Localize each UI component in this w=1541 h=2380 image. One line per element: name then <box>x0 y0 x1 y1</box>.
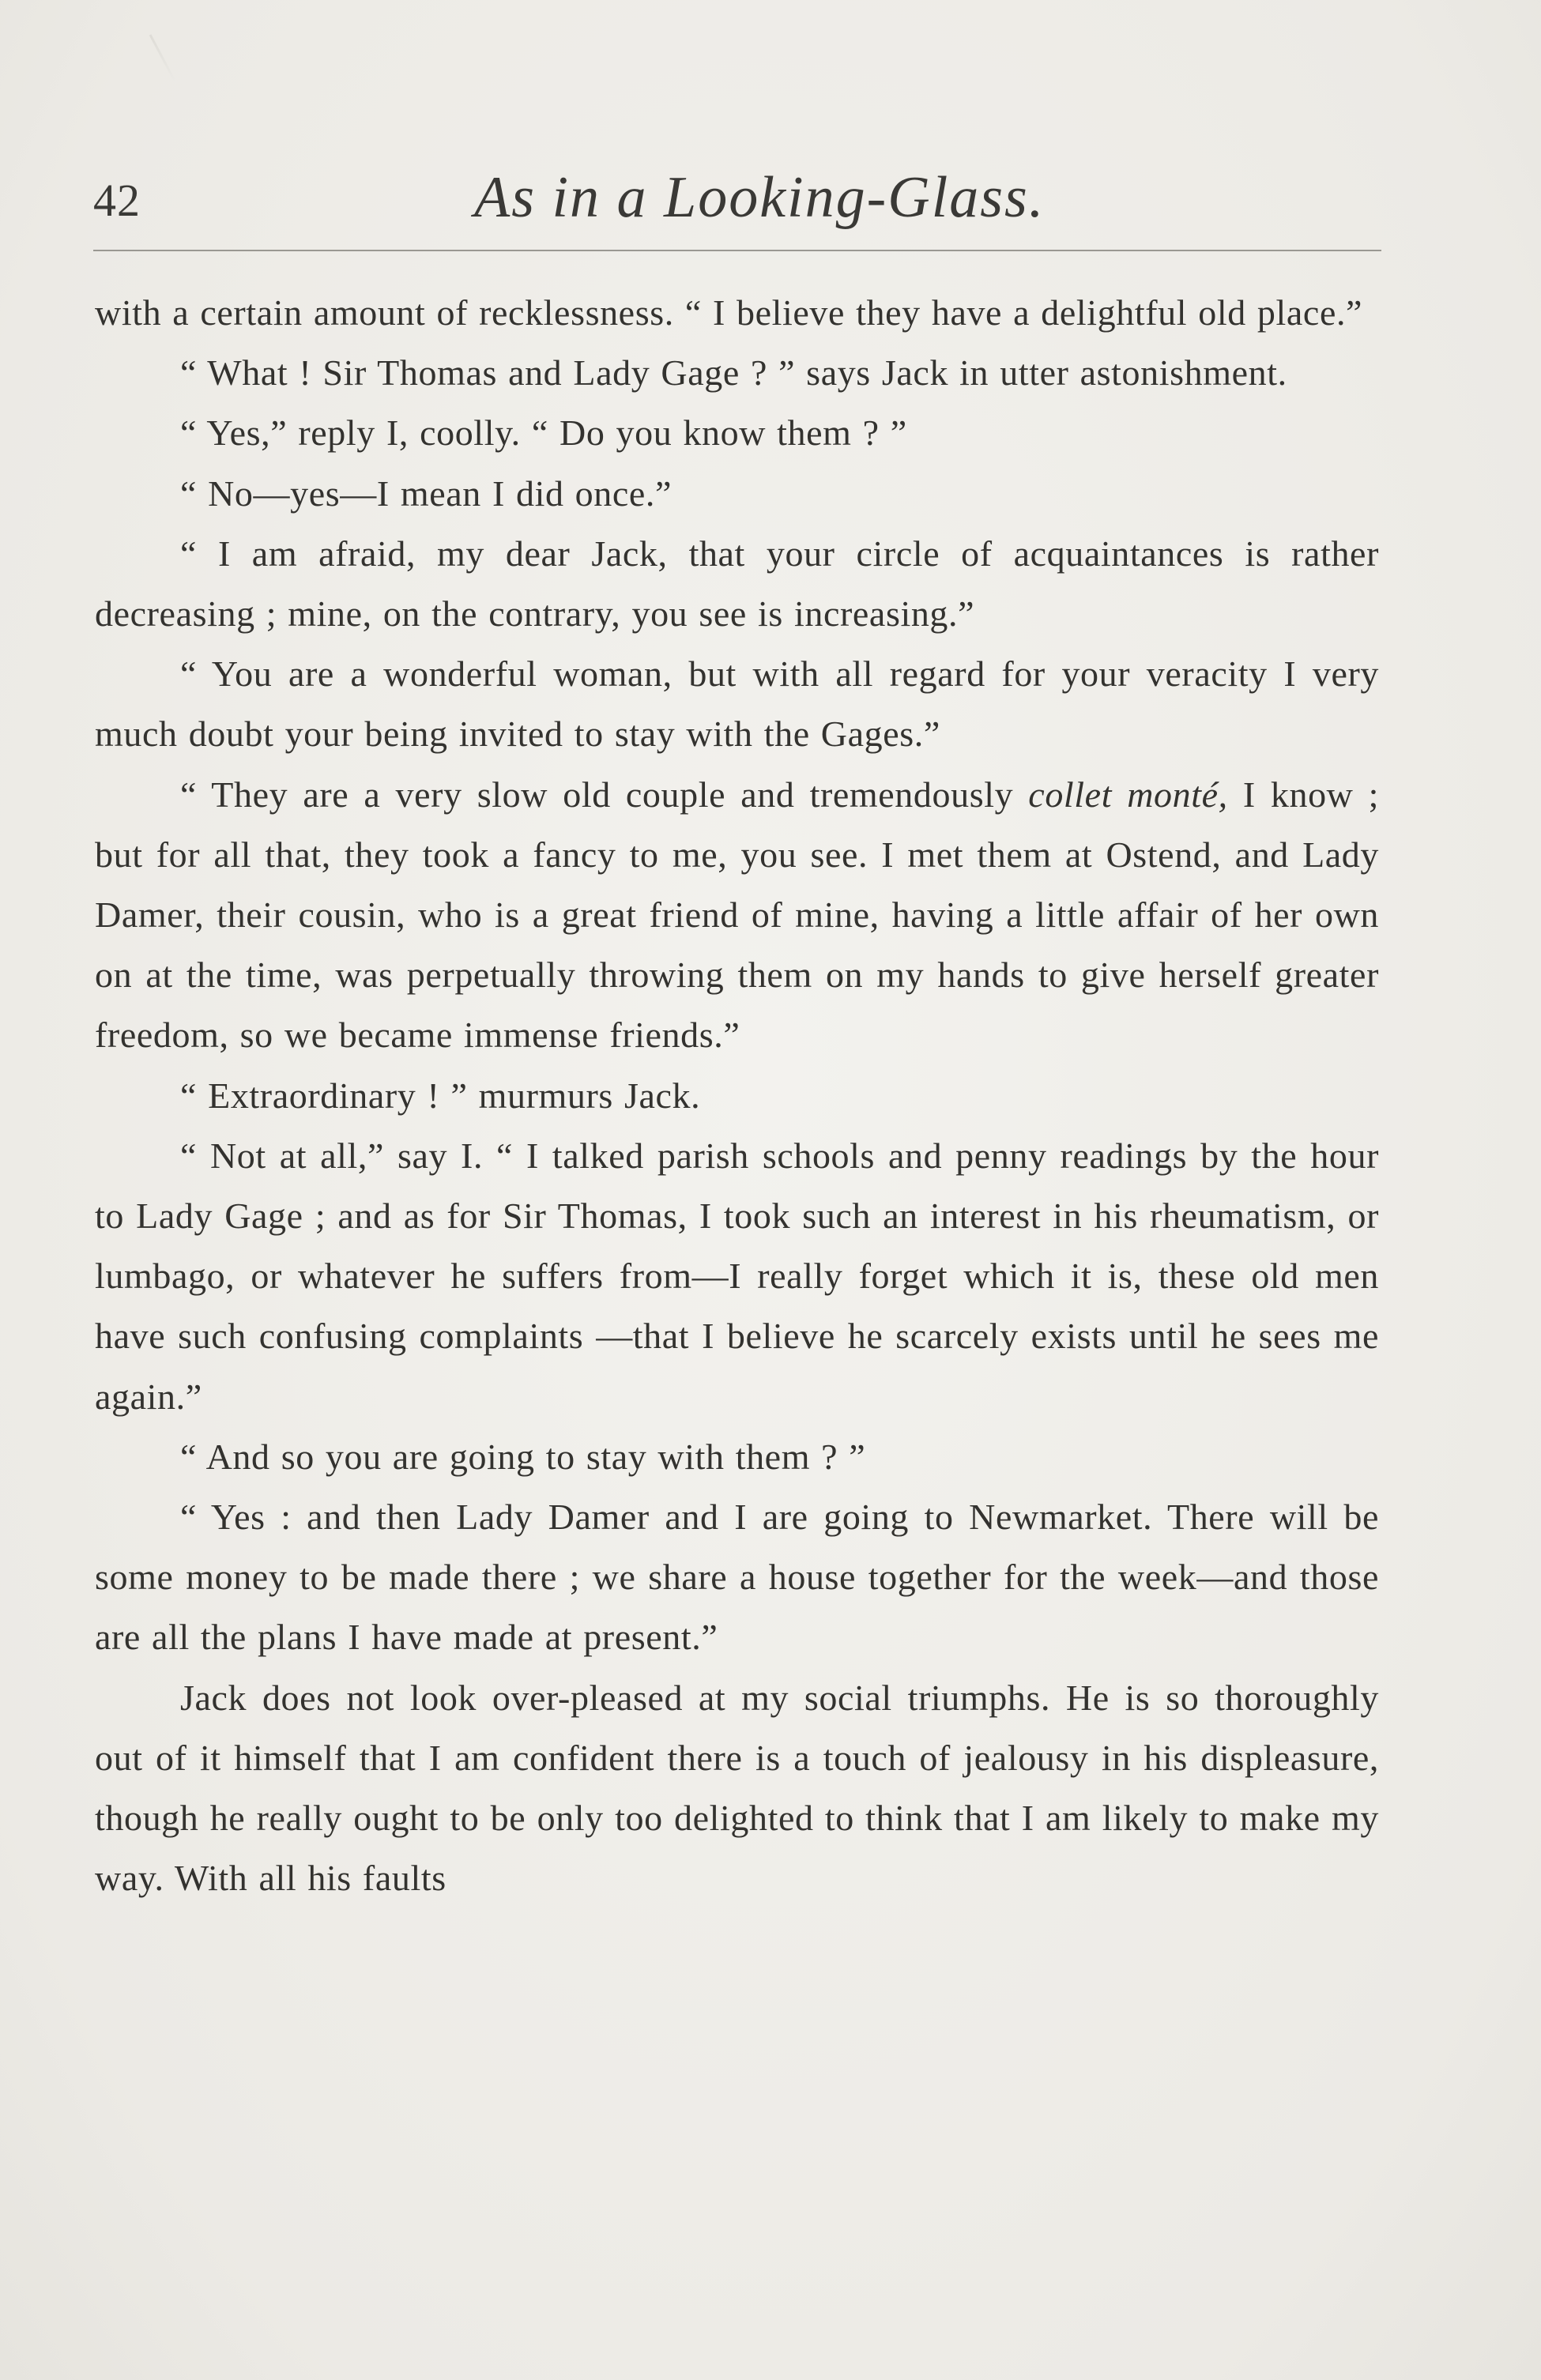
paragraph: “ What ! Sir Thomas and Lady Gage ? ” says Jack in utter astonishment. <box>180 352 1287 394</box>
paragraph: “ Yes : and then Lady Damer and I are going to Newmarket. There will be some money to be made there ; we share a house together for the week—and those are all the plans I have made at present.” <box>95 1497 1379 1658</box>
page-number: 42 <box>93 175 141 226</box>
paragraph: “ And so you are going to stay with them ? ” <box>180 1436 866 1477</box>
paragraph: “ You are a wonderful woman, but with all regard for your veracity I very much doubt your being invited to stay with the Gages.” <box>95 653 1379 755</box>
paragraph-text: I know ; but for all that, they took a fancy to me, you see. I met them at Ostend, and Lady Damer, their cousin, who is a great friend of mine, having a little affair of her own on at the time, was perpetually throwing them on my hands to give herself greater freedom, so we became immense friends.” <box>95 774 1379 1056</box>
paragraph: “ Yes,” reply I, coolly. “ Do you know them ? ” <box>180 412 907 454</box>
paragraph: “ No—yes—I mean I did once.” <box>180 473 673 514</box>
page-header <box>0 150 1541 237</box>
body-text <box>95 283 1379 1908</box>
paragraph: “ Not at all,” say I. “ I talked parish schools and penny readings by the hour to Lady Gage ; and as for Sir Thomas, I took such an interest in his rheumatism, or lumbago, or whatever he suffers from—I really forget which it is, these old men have such confusing complaints —that I believe he scarcely exists until he sees me again.” <box>95 1135 1379 1417</box>
paragraph <box>95 765 1379 1066</box>
header-rule <box>93 250 1381 251</box>
paragraph: with a certain amount of recklessness. “ I believe they have a delightful old place.” <box>95 292 1363 333</box>
paper-mark <box>149 34 178 84</box>
italic-phrase: collet monté, <box>1028 774 1228 815</box>
paragraph-text: “ They are a very slow old couple and tremendously <box>180 774 1029 815</box>
paragraph: Jack does not look over-pleased at my social triumphs. He is so thoroughly out of it himself that I am confident there is a touch of jealousy in his displeasure, though he really ought to be only too delighted to think that I am likely to make my way. With all his faults <box>95 1677 1379 1899</box>
running-title: As in a Looking-Glass. <box>474 165 1046 230</box>
paragraph: “ Extraordinary ! ” murmurs Jack. <box>180 1075 701 1116</box>
paragraph: “ I am afraid, my dear Jack, that your circle of acquaintances is rather decreasing ; mine, on the contrary, you see is increasing.” <box>95 533 1379 635</box>
